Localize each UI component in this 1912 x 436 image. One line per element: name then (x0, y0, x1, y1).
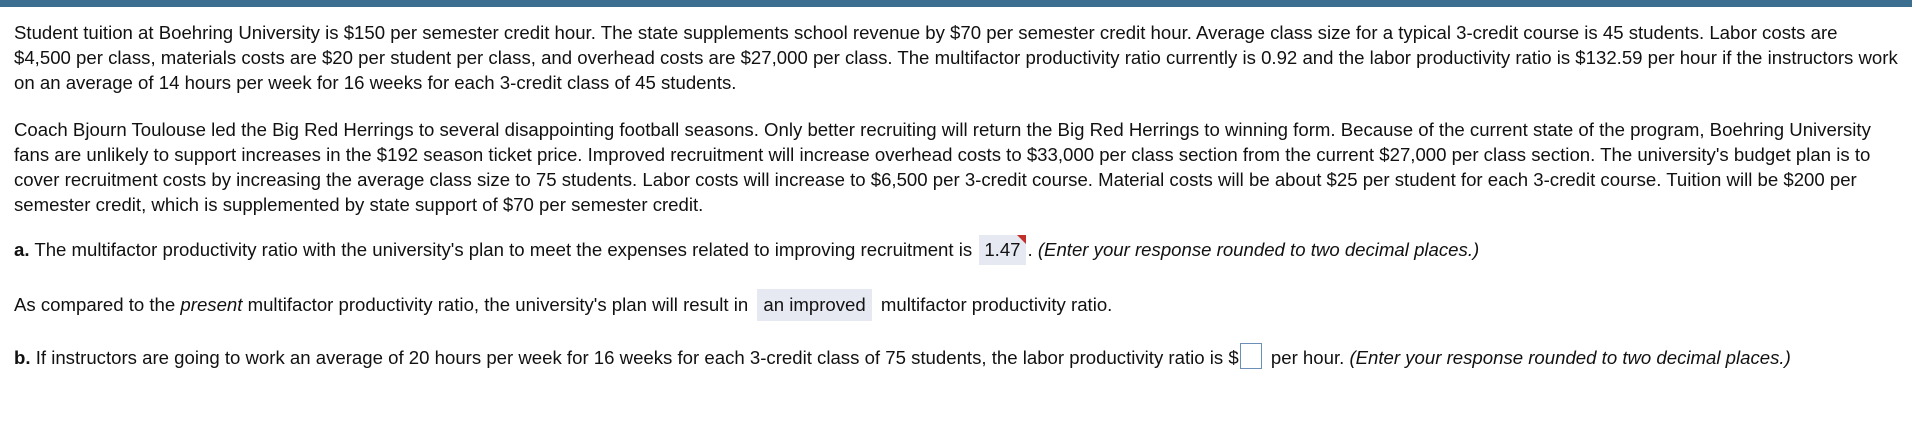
question-a-text: The multifactor productivity ratio with the university's plan to meet the expenses related to improving recruitment is (29, 239, 978, 260)
comparison-text-middle: multifactor productivity ratio, the university's plan will result in (242, 294, 754, 315)
question-b-unit: per hour. (1265, 347, 1345, 368)
question-b-label: b. (14, 347, 31, 368)
comparison-text-end: multifactor productivity ratio. (875, 294, 1113, 315)
comparison-dropdown[interactable]: an improved (757, 289, 871, 321)
incorrect-flag-icon (1017, 235, 1026, 244)
question-a-answer-value: 1.47 (984, 239, 1021, 260)
question-a (14, 235, 1479, 265)
labor-productivity-input[interactable] (1240, 343, 1262, 369)
question-a-instruction: (Enter your response rounded to two decimal places.) (1037, 239, 1480, 260)
top-accent-bar (0, 0, 1912, 7)
problem-statement (14, 20, 1899, 217)
question-b-instruction: (Enter your response rounded to two decimal places.) (1349, 347, 1791, 368)
problem-paragraph-1: Student tuition at Boehring University is $150 per semester credit hour. The state supplements school revenue by $70 per semester credit hour. Average class size for a typical 3-credit course is 45 students. Labor costs are $4,500 per class, materials costs are $20 per student per class, and overhead costs are $27,000 per class. The multifactor productivity ratio currently is 0.92 and the labor productivity ratio is $132.59 per hour if the instructors work on an average of 14 hours per week for 16 weeks for each 3-credit class of 45 students. (14, 22, 1898, 93)
question-a-answer[interactable] (979, 235, 1025, 265)
question-b-text: If instructors are going to work an average of 20 hours per week for 16 weeks for each 3-credit class of 75 students, the labor productivity ratio is $ (30, 347, 1239, 368)
comparison-emphasis: present (180, 294, 243, 315)
comparison-text-start: As compared to the (14, 294, 181, 315)
question-a-period: . (1027, 239, 1033, 260)
question-a-label: a. (14, 239, 30, 260)
problem-paragraph-2: Coach Bjourn Toulouse led the Big Red Herrings to several disappointing football seasons. Only better recruiting will return the Big Red Herrings to winning form. Because of the current state of the program, Boehring University fans are unlikely to support increases in the $192 season ticket price. Improved recruitment will increase overhead costs to $33,000 per class section from the current $27,000 per class section. The university's budget plan is to cover recruitment costs by increasing the average class size to 75 students. Labor costs will increase to $6,500 per 3-credit course. Material costs will be about $25 per student for each 3-credit course. Tuition will be $200 per semester credit, which is supplemented by state support of $70 per semester credit. (14, 119, 1871, 215)
comparison-sentence (14, 289, 1112, 321)
question-b (14, 343, 1791, 370)
